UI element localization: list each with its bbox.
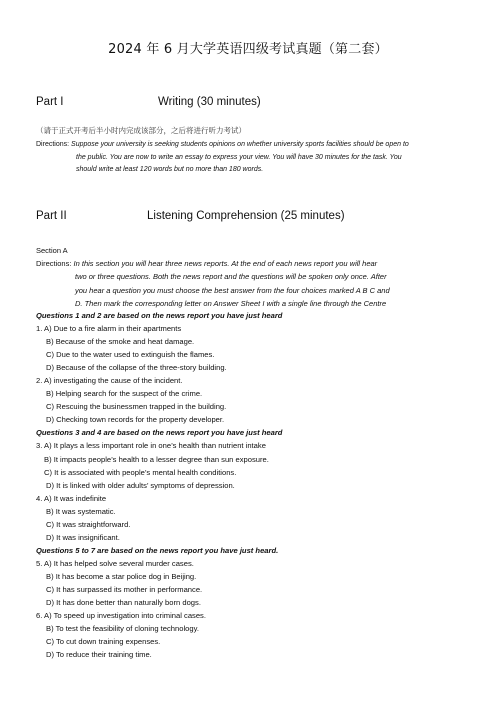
- part1-note: （请于正式开考后半小时内完成该部分，之后将进行听力考试）: [36, 126, 246, 135]
- answer-option: C) It is associated with people’s mental health conditions.: [44, 467, 237, 477]
- answer-option: D) Because of the collapse of the three-story building.: [46, 363, 227, 373]
- answer-option: B) Helping search for the suspect of the crime.: [46, 389, 203, 399]
- part2-directions-text-3: you hear a question you must choose the best answer from the four choices marked A B C and: [75, 285, 390, 295]
- part1-directions-label: Directions:: [36, 141, 70, 148]
- answer-option: B) It has become a star police dog in Beijing.: [46, 571, 197, 581]
- part1-directions-line-1: [36, 139, 409, 152]
- answer-option: B) Because of the smoke and heat damage.: [46, 337, 195, 347]
- answer-option: C) It was straightforward.: [46, 519, 131, 529]
- answer-option: C) Due to the water used to extinguish the flames.: [46, 350, 215, 360]
- part2-directions-text-4: D. Then mark the corresponding letter on Answer Sheet I with a single line through the Centre: [75, 298, 387, 308]
- part1-name: Part I: [36, 96, 64, 108]
- section-a-label: Section A: [36, 246, 68, 255]
- answer-option: D) Checking town records for the property developer.: [46, 415, 225, 425]
- part2-directions-text-2: two or three questions. Both the news report and the questions will be spoken only once. After: [75, 272, 387, 282]
- answer-option: B) It was systematic.: [46, 506, 116, 516]
- part2-name: Part II: [36, 210, 67, 222]
- part2-title: Listening Comprehension (25 minutes): [147, 210, 345, 222]
- question-item: 3. A) It plays a less important role in one’s health than nutrient intake: [36, 441, 266, 451]
- question-item: 5. A) It has helped solve several murder cases.: [36, 558, 194, 568]
- part1-directions-text-2: the public. You are now to write an essay to express your view. You will have 30 minutes for the task. You: [76, 153, 402, 161]
- answer-option: D) It was insignificant.: [46, 532, 120, 542]
- answer-option: B) To test the feasibility of cloning technology.: [46, 624, 199, 634]
- answer-option: B) It impacts people’s health to a lesser degree than sun exposure.: [44, 454, 269, 464]
- question-list: [36, 309, 282, 661]
- question-group-heading: Questions 1 and 2 are based on the news report you have just heard: [36, 311, 283, 320]
- answer-option: C) To cut down training expenses.: [46, 637, 161, 647]
- question-item: 6. A) To speed up investigation into criminal cases.: [36, 611, 206, 621]
- page-title: 2024 年 6 月大学英语四级考试真题（第二套）: [108, 42, 388, 57]
- part1-directions-text-1: Suppose your university is seeking students opinions on whether university sports facilities should be open to: [71, 141, 409, 148]
- part1-directions-text-3: should write at least 120 words but no more than 180 words.: [76, 166, 264, 173]
- question-group-heading: Questions 3 and 4 are based on the news report you have just heard: [36, 428, 283, 438]
- part1-directions: [36, 139, 409, 177]
- answer-option: C) Rescuing the businessmen trapped in the building.: [46, 402, 227, 412]
- answer-option: C) It has surpassed its mother in performance.: [46, 584, 203, 594]
- answer-option: D) It has done better than naturally born dogs.: [46, 598, 201, 608]
- answer-option: D) It is linked with older adults’ symptoms of depression.: [46, 480, 235, 490]
- question-item: 4. A) It was indefinite: [36, 493, 107, 503]
- part2-directions-text-1: In this section you will hear three news reports. At the end of each news report you will hear: [73, 259, 378, 268]
- question-item: 1. A) Due to a fire alarm in their apartments: [36, 324, 182, 334]
- question-item: 2. A) investigating the cause of the incident.: [36, 376, 183, 386]
- part2-directions-line-1: [36, 257, 390, 270]
- question-group-heading: Questions 5 to 7 are based on the news report you have just heard.: [36, 545, 279, 555]
- part1-title: Writing (30 minutes): [158, 96, 261, 108]
- part2-directions-label: Directions:: [36, 259, 72, 268]
- part2-directions: [36, 257, 390, 310]
- answer-option: D) To reduce their training time.: [46, 650, 152, 660]
